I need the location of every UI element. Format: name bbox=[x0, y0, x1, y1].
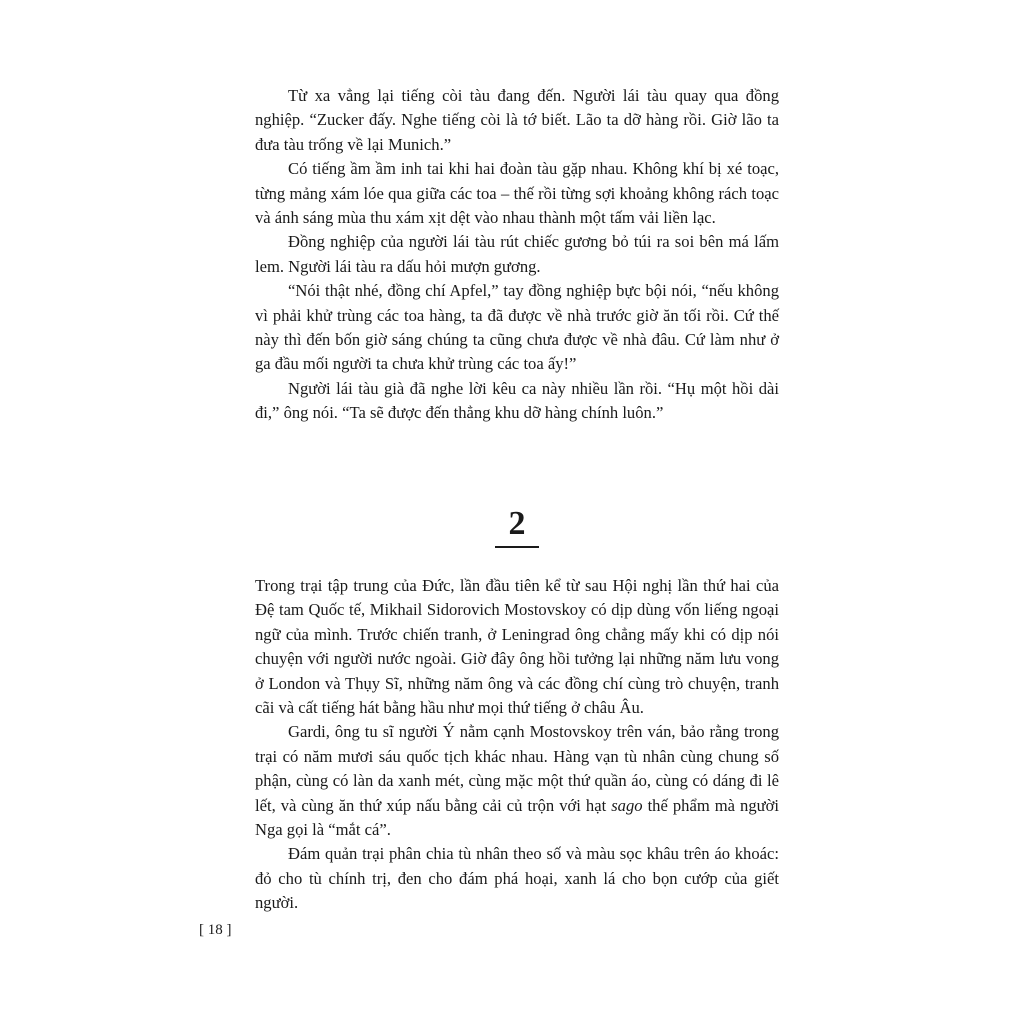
paragraph: Đám quản trại phân chia tù nhân theo số và màu sọc khâu trên áo khoác: đỏ cho tù chính trị, đen cho đám phá hoại, xanh lá cho bọn cướp của giết người. bbox=[255, 844, 779, 913]
paragraph: Đồng nghiệp của người lái tàu rút chiếc gương bỏ túi ra soi bên má lấm lem. Người lái tàu ra dấu hỏi mượn gương. bbox=[255, 232, 779, 276]
paragraph: “Nói thật nhé, đồng chí Apfel,” tay đồng nghiệp bực bội nói, “nếu không vì phải khử trùng các toa hàng, ta đã được về nhà trước giờ ăn tối rồi. Cứ thế này thì đến bốn giờ sáng chúng ta cũng chưa được về nhà đâu. Cứ làm như ở ga đầu mối người ta chưa khử trùng các toa ấy!” bbox=[255, 281, 779, 374]
paragraph: Trong trại tập trung của Đức, lần đầu tiên kể từ sau Hội nghị lần thứ hai của Đệ tam Quốc tế, Mikhail Sidorovich Mostovskoy có dịp dùng vốn liếng ngoại ngữ của mình. Trước chiến tranh, ở Leningrad ông chẳng mấy khi có dịp nói chuyện với người nước ngoài. Giờ đây ông hồi tưởng lại những năm lưu vong ở London và Thụy Sĩ, những năm ông và các đồng chí cùng trò chuyện, tranh cãi và cất tiếng hát bằng hầu như mọi thứ tiếng ở châu Âu. bbox=[255, 576, 779, 718]
paragraph: Người lái tàu già đã nghe lời kêu ca này nhiều lần rồi. “Hụ một hồi dài đi,” ông nói. “Ta sẽ được đến thẳng khu dỡ hàng chính luôn.” bbox=[255, 378, 779, 423]
paragraph-text: thế phẩm mà người Nga gọi là “mắt cá”. bbox=[255, 795, 780, 840]
chapter-number: 2 bbox=[508, 505, 526, 542]
text-block-bottom bbox=[255, 574, 779, 916]
paragraph: Từ xa vẳng lại tiếng còi tàu đang đến. Người lái tàu quay qua đồng nghiệp. “Zucker đấy. Nghe tiếng còi là tớ biết. Lão ta dỡ hàng rồi. Giờ lão ta đưa tàu trống về lại Munich.” bbox=[255, 86, 779, 154]
chapter-underline bbox=[495, 546, 539, 548]
italic-word: sago bbox=[611, 795, 643, 815]
paragraph: Có tiếng ầm ầm inh tai khi hai đoàn tàu gặp nhau. Không khí bị xé toạc, từng mảng xám lóe qua giữa các toa – thế rồi từng sợi khoảng không rách toạc và ánh sáng mùa thu xám xịt dệt vào nhau thành một tấm vải liền lạc. bbox=[255, 159, 779, 228]
paragraph bbox=[255, 720, 779, 842]
paragraph-text: Gardi, ông tu sĩ người Ý nằm cạnh Mostovskoy trên ván, bảo rằng trong trại có năm mươi sáu quốc tịch khác nhau. Hàng vạn tù nhân cùng chung số phận, cùng có làn da xanh mét, cùng mặc một thứ quần áo, cùng có dáng đi lê lết, và cùng ăn thứ xúp nấu bằng cải củ trộn với hạt bbox=[255, 722, 779, 815]
page-number: [ 18 ] bbox=[199, 922, 232, 938]
chapter-heading bbox=[255, 504, 779, 548]
text-block-top bbox=[255, 84, 779, 426]
